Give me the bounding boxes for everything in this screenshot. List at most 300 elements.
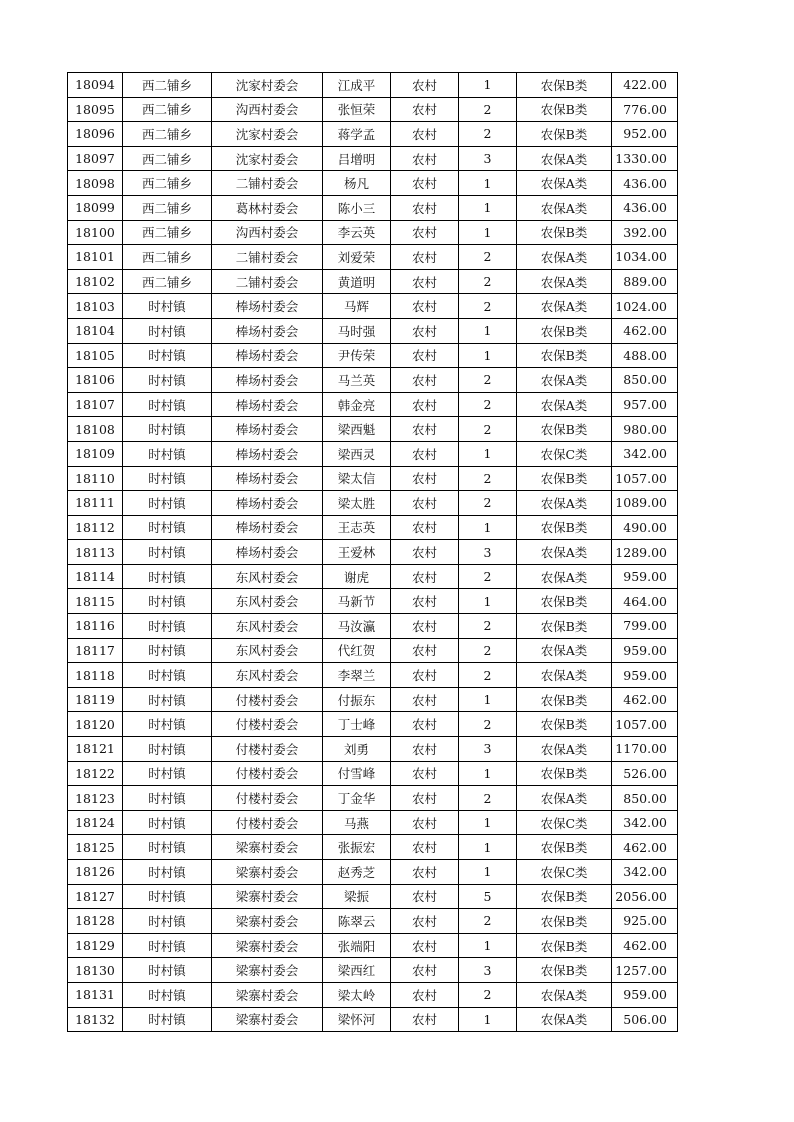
cell-record-id: 18117 (68, 638, 123, 663)
cell-amount: 342.00 (612, 860, 678, 885)
table-row (68, 884, 678, 909)
cell-family-size: 2 (459, 614, 517, 639)
table-row (68, 368, 678, 393)
cell-village-committee: 葛林村委会 (212, 195, 323, 220)
cell-township: 时村镇 (123, 392, 212, 417)
cell-township: 时村镇 (123, 441, 212, 466)
cell-person-name: 吕增明 (323, 146, 391, 171)
cell-insurance-category: 农保B类 (517, 835, 612, 860)
cell-family-size: 1 (459, 441, 517, 466)
cell-record-id: 18099 (68, 195, 123, 220)
cell-person-name: 梁太胜 (323, 491, 391, 516)
cell-household-type: 农村 (391, 417, 459, 442)
cell-record-id: 18114 (68, 564, 123, 589)
cell-person-name: 马辉 (323, 294, 391, 319)
cell-insurance-category: 农保B类 (517, 466, 612, 491)
cell-township: 时村镇 (123, 933, 212, 958)
cell-family-size: 2 (459, 638, 517, 663)
cell-village-committee: 棒场村委会 (212, 540, 323, 565)
table-row (68, 245, 678, 270)
cell-family-size: 2 (459, 97, 517, 122)
cell-person-name: 刘爱荣 (323, 245, 391, 270)
cell-insurance-category: 农保C类 (517, 860, 612, 885)
cell-record-id: 18113 (68, 540, 123, 565)
cell-village-committee: 梁寨村委会 (212, 909, 323, 934)
cell-family-size: 1 (459, 171, 517, 196)
cell-family-size: 2 (459, 663, 517, 688)
table-row (68, 417, 678, 442)
cell-township: 时村镇 (123, 368, 212, 393)
cell-amount: 342.00 (612, 441, 678, 466)
cell-record-id: 18128 (68, 909, 123, 934)
cell-family-size: 1 (459, 220, 517, 245)
cell-person-name: 李翠兰 (323, 663, 391, 688)
cell-insurance-category: 农保B类 (517, 122, 612, 147)
cell-township: 时村镇 (123, 318, 212, 343)
cell-family-size: 1 (459, 835, 517, 860)
cell-family-size: 3 (459, 146, 517, 171)
table-row (68, 786, 678, 811)
cell-household-type: 农村 (391, 909, 459, 934)
cell-township: 时村镇 (123, 786, 212, 811)
cell-insurance-category: 农保A类 (517, 368, 612, 393)
cell-township: 时村镇 (123, 540, 212, 565)
cell-amount: 462.00 (612, 318, 678, 343)
cell-township: 时村镇 (123, 294, 212, 319)
cell-township: 时村镇 (123, 982, 212, 1007)
cell-record-id: 18098 (68, 171, 123, 196)
cell-village-committee: 沟西村委会 (212, 220, 323, 245)
cell-township: 时村镇 (123, 810, 212, 835)
cell-household-type: 农村 (391, 540, 459, 565)
cell-insurance-category: 农保B类 (517, 343, 612, 368)
cell-township: 时村镇 (123, 712, 212, 737)
cell-record-id: 18126 (68, 860, 123, 885)
cell-household-type: 农村 (391, 687, 459, 712)
table-row (68, 171, 678, 196)
cell-amount: 959.00 (612, 663, 678, 688)
table-row (68, 564, 678, 589)
cell-household-type: 农村 (391, 638, 459, 663)
cell-record-id: 18115 (68, 589, 123, 614)
cell-family-size: 2 (459, 122, 517, 147)
cell-amount: 490.00 (612, 515, 678, 540)
cell-insurance-category: 农保B类 (517, 220, 612, 245)
cell-record-id: 18103 (68, 294, 123, 319)
table-row (68, 835, 678, 860)
cell-village-committee: 沈家村委会 (212, 146, 323, 171)
cell-family-size: 1 (459, 318, 517, 343)
cell-household-type: 农村 (391, 884, 459, 909)
cell-amount: 925.00 (612, 909, 678, 934)
table-row (68, 195, 678, 220)
cell-household-type: 农村 (391, 146, 459, 171)
table-row (68, 909, 678, 934)
cell-village-committee: 付楼村委会 (212, 786, 323, 811)
cell-insurance-category: 农保B类 (517, 589, 612, 614)
table-row (68, 491, 678, 516)
cell-township: 时村镇 (123, 614, 212, 639)
cell-village-committee: 棒场村委会 (212, 466, 323, 491)
cell-person-name: 梁怀河 (323, 1007, 391, 1032)
cell-village-committee: 二铺村委会 (212, 171, 323, 196)
cell-township: 时村镇 (123, 417, 212, 442)
cell-village-committee: 东风村委会 (212, 663, 323, 688)
cell-person-name: 刘勇 (323, 737, 391, 762)
cell-person-name: 梁太信 (323, 466, 391, 491)
table-row (68, 687, 678, 712)
cell-township: 时村镇 (123, 491, 212, 516)
cell-family-size: 2 (459, 417, 517, 442)
cell-amount: 1330.00 (612, 146, 678, 171)
cell-village-committee: 东风村委会 (212, 589, 323, 614)
cell-amount: 1024.00 (612, 294, 678, 319)
cell-record-id: 18100 (68, 220, 123, 245)
cell-family-size: 2 (459, 982, 517, 1007)
cell-township: 时村镇 (123, 884, 212, 909)
cell-record-id: 18127 (68, 884, 123, 909)
cell-village-committee: 付楼村委会 (212, 687, 323, 712)
cell-township: 西二铺乡 (123, 220, 212, 245)
cell-record-id: 18131 (68, 982, 123, 1007)
cell-household-type: 农村 (391, 712, 459, 737)
cell-insurance-category: 农保A类 (517, 1007, 612, 1032)
cell-insurance-category: 农保B类 (517, 761, 612, 786)
cell-record-id: 18109 (68, 441, 123, 466)
cell-insurance-category: 农保C类 (517, 810, 612, 835)
cell-amount: 980.00 (612, 417, 678, 442)
cell-record-id: 18123 (68, 786, 123, 811)
cell-person-name: 江成平 (323, 73, 391, 98)
cell-household-type: 农村 (391, 860, 459, 885)
cell-village-committee: 棒场村委会 (212, 392, 323, 417)
cell-township: 时村镇 (123, 909, 212, 934)
cell-amount: 1057.00 (612, 466, 678, 491)
cell-record-id: 18130 (68, 958, 123, 983)
cell-family-size: 2 (459, 269, 517, 294)
cell-record-id: 18118 (68, 663, 123, 688)
table-row (68, 540, 678, 565)
cell-amount: 850.00 (612, 368, 678, 393)
table-row (68, 933, 678, 958)
table-row (68, 318, 678, 343)
cell-insurance-category: 农保A类 (517, 171, 612, 196)
cell-person-name: 陈翠云 (323, 909, 391, 934)
cell-record-id: 18122 (68, 761, 123, 786)
cell-person-name: 梁太岭 (323, 982, 391, 1007)
cell-village-committee: 付楼村委会 (212, 810, 323, 835)
cell-insurance-category: 农保A类 (517, 245, 612, 270)
cell-amount: 422.00 (612, 73, 678, 98)
cell-amount: 462.00 (612, 835, 678, 860)
cell-household-type: 农村 (391, 663, 459, 688)
cell-family-size: 1 (459, 860, 517, 885)
cell-person-name: 赵秀芝 (323, 860, 391, 885)
cell-family-size: 1 (459, 1007, 517, 1032)
table-body (68, 73, 678, 1032)
cell-household-type: 农村 (391, 835, 459, 860)
cell-person-name: 丁金华 (323, 786, 391, 811)
cell-record-id: 18125 (68, 835, 123, 860)
cell-insurance-category: 农保A类 (517, 638, 612, 663)
cell-insurance-category: 农保A类 (517, 540, 612, 565)
cell-record-id: 18121 (68, 737, 123, 762)
cell-amount: 952.00 (612, 122, 678, 147)
cell-family-size: 2 (459, 491, 517, 516)
cell-record-id: 18105 (68, 343, 123, 368)
cell-person-name: 梁西灵 (323, 441, 391, 466)
cell-township: 时村镇 (123, 860, 212, 885)
table-row (68, 712, 678, 737)
table-row (68, 958, 678, 983)
cell-person-name: 马燕 (323, 810, 391, 835)
cell-insurance-category: 农保A类 (517, 195, 612, 220)
table-row (68, 1007, 678, 1032)
cell-amount: 462.00 (612, 687, 678, 712)
cell-person-name: 马新节 (323, 589, 391, 614)
cell-person-name: 张恒荣 (323, 97, 391, 122)
cell-household-type: 农村 (391, 982, 459, 1007)
cell-village-committee: 梁寨村委会 (212, 1007, 323, 1032)
table-row (68, 761, 678, 786)
cell-record-id: 18095 (68, 97, 123, 122)
cell-household-type: 农村 (391, 294, 459, 319)
cell-record-id: 18097 (68, 146, 123, 171)
cell-household-type: 农村 (391, 269, 459, 294)
cell-amount: 462.00 (612, 933, 678, 958)
cell-record-id: 18112 (68, 515, 123, 540)
table-row (68, 269, 678, 294)
cell-village-committee: 沈家村委会 (212, 122, 323, 147)
cell-person-name: 陈小三 (323, 195, 391, 220)
cell-village-committee: 棒场村委会 (212, 441, 323, 466)
cell-record-id: 18129 (68, 933, 123, 958)
cell-township: 时村镇 (123, 663, 212, 688)
cell-person-name: 谢虎 (323, 564, 391, 589)
cell-insurance-category: 农保B类 (517, 318, 612, 343)
cell-family-size: 2 (459, 909, 517, 934)
cell-township: 西二铺乡 (123, 269, 212, 294)
cell-amount: 776.00 (612, 97, 678, 122)
cell-household-type: 农村 (391, 589, 459, 614)
cell-amount: 1089.00 (612, 491, 678, 516)
cell-amount: 957.00 (612, 392, 678, 417)
cell-township: 时村镇 (123, 737, 212, 762)
cell-village-committee: 梁寨村委会 (212, 835, 323, 860)
cell-person-name: 付雪峰 (323, 761, 391, 786)
table-row (68, 982, 678, 1007)
cell-record-id: 18102 (68, 269, 123, 294)
table-row (68, 220, 678, 245)
cell-village-committee: 梁寨村委会 (212, 982, 323, 1007)
cell-household-type: 农村 (391, 195, 459, 220)
cell-family-size: 1 (459, 933, 517, 958)
cell-township: 西二铺乡 (123, 245, 212, 270)
cell-township: 时村镇 (123, 835, 212, 860)
cell-person-name: 张端阳 (323, 933, 391, 958)
cell-amount: 1057.00 (612, 712, 678, 737)
cell-household-type: 农村 (391, 97, 459, 122)
cell-insurance-category: 农保A类 (517, 786, 612, 811)
cell-record-id: 18124 (68, 810, 123, 835)
cell-record-id: 18101 (68, 245, 123, 270)
cell-household-type: 农村 (391, 318, 459, 343)
cell-village-committee: 东风村委会 (212, 614, 323, 639)
cell-household-type: 农村 (391, 368, 459, 393)
cell-township: 西二铺乡 (123, 195, 212, 220)
cell-township: 西二铺乡 (123, 122, 212, 147)
beneficiary-table (67, 72, 678, 1032)
cell-household-type: 农村 (391, 1007, 459, 1032)
cell-family-size: 3 (459, 737, 517, 762)
cell-village-committee: 棒场村委会 (212, 417, 323, 442)
cell-household-type: 农村 (391, 933, 459, 958)
cell-person-name: 杨凡 (323, 171, 391, 196)
cell-township: 时村镇 (123, 638, 212, 663)
table-row (68, 737, 678, 762)
cell-family-size: 2 (459, 786, 517, 811)
cell-insurance-category: 农保B类 (517, 417, 612, 442)
cell-village-committee: 棒场村委会 (212, 491, 323, 516)
table-row (68, 810, 678, 835)
table-row (68, 392, 678, 417)
cell-household-type: 农村 (391, 761, 459, 786)
table-row (68, 589, 678, 614)
cell-village-committee: 东风村委会 (212, 564, 323, 589)
cell-person-name: 蒋学孟 (323, 122, 391, 147)
cell-village-committee: 梁寨村委会 (212, 884, 323, 909)
cell-insurance-category: 农保A类 (517, 491, 612, 516)
cell-family-size: 2 (459, 368, 517, 393)
table-row (68, 73, 678, 98)
cell-family-size: 1 (459, 515, 517, 540)
cell-family-size: 2 (459, 392, 517, 417)
cell-record-id: 18120 (68, 712, 123, 737)
table-row (68, 663, 678, 688)
cell-record-id: 18106 (68, 368, 123, 393)
cell-family-size: 2 (459, 564, 517, 589)
cell-household-type: 农村 (391, 737, 459, 762)
cell-household-type: 农村 (391, 786, 459, 811)
cell-insurance-category: 农保B类 (517, 884, 612, 909)
cell-person-name: 王志英 (323, 515, 391, 540)
cell-family-size: 1 (459, 687, 517, 712)
cell-insurance-category: 农保B类 (517, 958, 612, 983)
table-row (68, 122, 678, 147)
cell-amount: 959.00 (612, 564, 678, 589)
cell-amount: 2056.00 (612, 884, 678, 909)
cell-amount: 1257.00 (612, 958, 678, 983)
cell-amount: 959.00 (612, 638, 678, 663)
cell-amount: 506.00 (612, 1007, 678, 1032)
cell-township: 西二铺乡 (123, 146, 212, 171)
cell-village-committee: 付楼村委会 (212, 737, 323, 762)
table-row (68, 515, 678, 540)
cell-amount: 799.00 (612, 614, 678, 639)
cell-village-committee: 东风村委会 (212, 638, 323, 663)
cell-amount: 1170.00 (612, 737, 678, 762)
cell-person-name: 梁西魁 (323, 417, 391, 442)
cell-person-name: 韩金亮 (323, 392, 391, 417)
cell-insurance-category: 农保C类 (517, 441, 612, 466)
cell-village-committee: 梁寨村委会 (212, 958, 323, 983)
cell-township: 时村镇 (123, 761, 212, 786)
cell-insurance-category: 农保A类 (517, 392, 612, 417)
cell-record-id: 18132 (68, 1007, 123, 1032)
cell-record-id: 18119 (68, 687, 123, 712)
cell-insurance-category: 农保B类 (517, 614, 612, 639)
cell-amount: 850.00 (612, 786, 678, 811)
table-row (68, 441, 678, 466)
cell-family-size: 1 (459, 73, 517, 98)
cell-amount: 959.00 (612, 982, 678, 1007)
cell-record-id: 18104 (68, 318, 123, 343)
table-row (68, 614, 678, 639)
cell-record-id: 18094 (68, 73, 123, 98)
cell-amount: 392.00 (612, 220, 678, 245)
cell-insurance-category: 农保A类 (517, 663, 612, 688)
cell-person-name: 王爱林 (323, 540, 391, 565)
cell-household-type: 农村 (391, 564, 459, 589)
cell-township: 时村镇 (123, 687, 212, 712)
cell-household-type: 农村 (391, 73, 459, 98)
table-row (68, 343, 678, 368)
table-row (68, 466, 678, 491)
cell-household-type: 农村 (391, 515, 459, 540)
cell-village-committee: 棒场村委会 (212, 294, 323, 319)
cell-household-type: 农村 (391, 171, 459, 196)
cell-insurance-category: 农保B类 (517, 97, 612, 122)
cell-township: 时村镇 (123, 589, 212, 614)
cell-record-id: 18096 (68, 122, 123, 147)
cell-family-size: 5 (459, 884, 517, 909)
cell-village-committee: 二铺村委会 (212, 245, 323, 270)
cell-person-name: 代红贺 (323, 638, 391, 663)
cell-record-id: 18107 (68, 392, 123, 417)
cell-family-size: 1 (459, 810, 517, 835)
cell-township: 西二铺乡 (123, 171, 212, 196)
cell-village-committee: 付楼村委会 (212, 761, 323, 786)
cell-amount: 436.00 (612, 195, 678, 220)
cell-household-type: 农村 (391, 491, 459, 516)
cell-family-size: 2 (459, 245, 517, 270)
cell-person-name: 马汝瀛 (323, 614, 391, 639)
cell-family-size: 3 (459, 540, 517, 565)
cell-insurance-category: 农保A类 (517, 269, 612, 294)
cell-village-committee: 棒场村委会 (212, 318, 323, 343)
cell-person-name: 李云英 (323, 220, 391, 245)
cell-amount: 1034.00 (612, 245, 678, 270)
cell-insurance-category: 农保A类 (517, 294, 612, 319)
cell-village-committee: 棒场村委会 (212, 343, 323, 368)
cell-household-type: 农村 (391, 466, 459, 491)
cell-insurance-category: 农保B类 (517, 687, 612, 712)
cell-insurance-category: 农保A类 (517, 564, 612, 589)
table-row (68, 97, 678, 122)
table-row (68, 860, 678, 885)
cell-person-name: 张振宏 (323, 835, 391, 860)
cell-record-id: 18110 (68, 466, 123, 491)
table-row (68, 146, 678, 171)
cell-record-id: 18116 (68, 614, 123, 639)
cell-village-committee: 二铺村委会 (212, 269, 323, 294)
table-row (68, 638, 678, 663)
cell-township: 时村镇 (123, 958, 212, 983)
cell-household-type: 农村 (391, 614, 459, 639)
cell-person-name: 尹传荣 (323, 343, 391, 368)
cell-village-committee: 沈家村委会 (212, 73, 323, 98)
cell-township: 西二铺乡 (123, 73, 212, 98)
